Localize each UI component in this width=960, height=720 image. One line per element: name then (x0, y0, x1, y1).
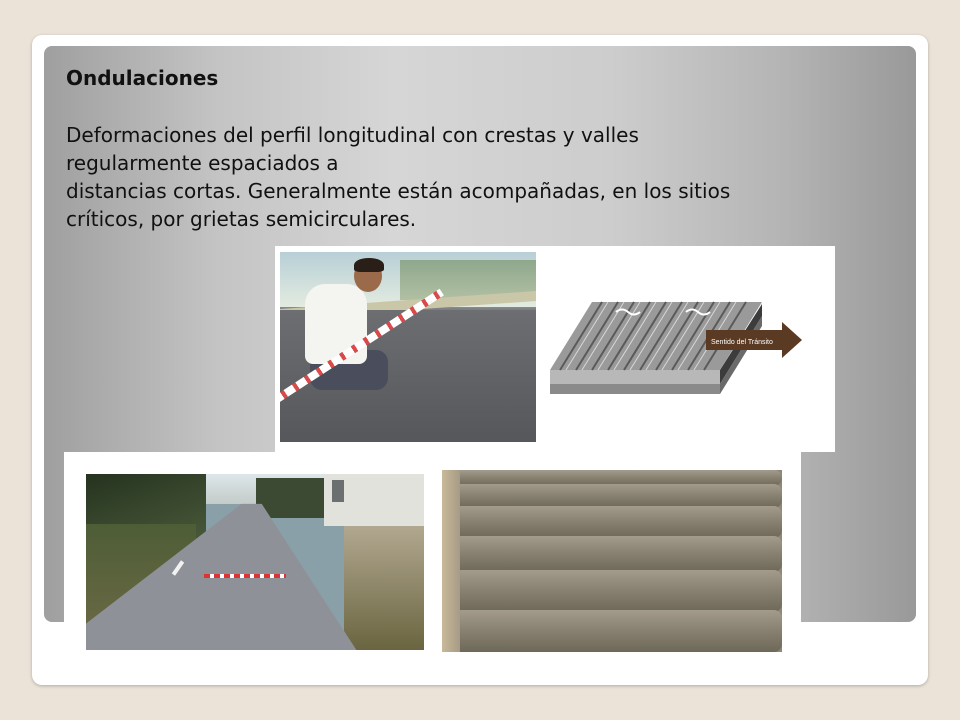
diagram-direction-label: Sentido del Tránsito (711, 339, 773, 346)
photo-road-with-tape (86, 474, 424, 650)
body-line: distancias cortas. Generalmente están acompañadas, en los sitios (66, 179, 731, 203)
body-line: críticos, por grietas semicirculares. (66, 207, 417, 231)
body-line: Deformaciones del perfil longitudinal con crestas y valles (66, 123, 639, 147)
body-line: regularmente espaciados a (66, 151, 339, 175)
photo-man-measuring-road (280, 252, 536, 442)
photo-corrugated-pavement (442, 470, 782, 652)
slide-title: Ondulaciones (66, 66, 219, 90)
slide-body-text (66, 121, 886, 233)
corrugation-diagram (546, 286, 806, 406)
